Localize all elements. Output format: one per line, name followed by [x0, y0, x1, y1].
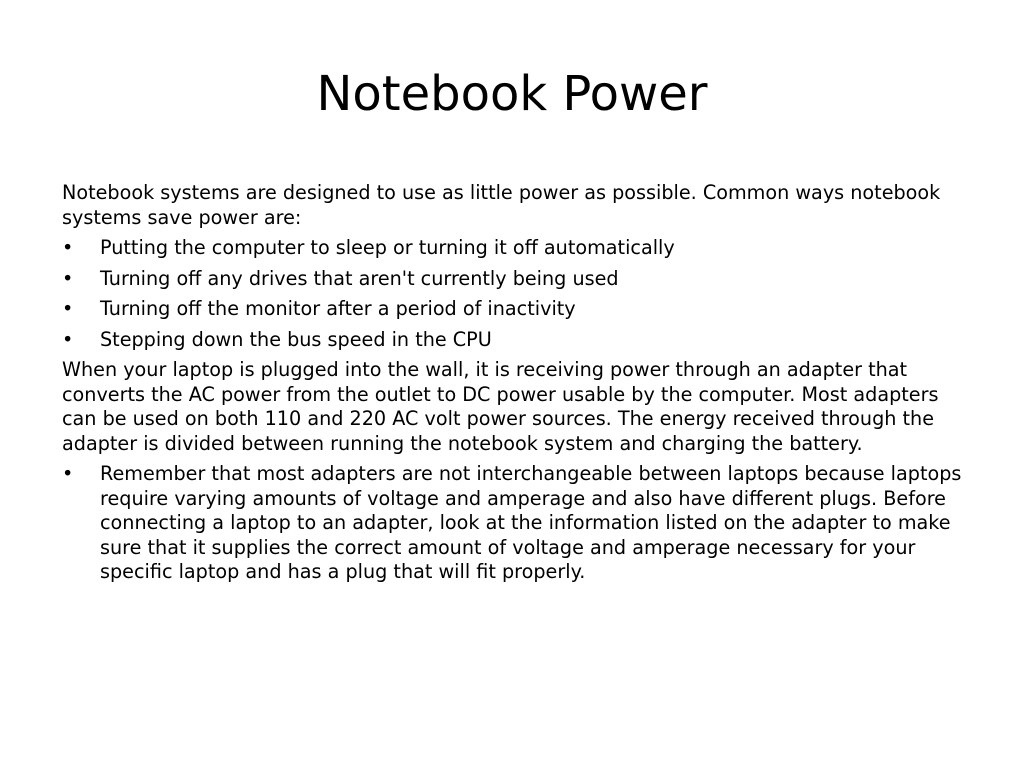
bullet-dot-icon: •: [62, 462, 74, 485]
bullet-text: Turning off the monitor after a period of inactivity: [100, 297, 576, 320]
bullet-text: Turning off any drives that aren't currently being used: [100, 266, 619, 290]
bullet-item: [62, 297, 962, 322]
slide-content: [62, 181, 962, 591]
bullet-dot-icon: •: [62, 266, 74, 290]
bullet-text: Stepping down the bus speed in the CPU: [100, 327, 492, 351]
bullet-dot-icon: •: [62, 327, 74, 351]
bullet-item: [62, 236, 962, 261]
intro-paragraph: Notebook systems are designed to use as little power as possible. Common ways notebook systems save power are:: [62, 181, 941, 229]
final-bullet-text: Remember that most adapters are not interchangeable between laptops because laptops require varying amounts of voltage and amperage and also have different plugs. Before connecting a laptop to an adapter, look at the information listed on the adapter to make sure that it supplies the correct amount of voltage and amperage necessary for your specific laptop and has a plug that will fit properly.: [100, 462, 962, 583]
slide-title: Notebook Power: [316, 66, 708, 122]
bullet-item: [62, 328, 962, 353]
bullet-text: Putting the computer to sleep or turning it off automatically: [100, 236, 675, 259]
bullet-dot-icon: •: [62, 236, 74, 259]
adapter-paragraph: When your laptop is plugged into the wall, it is receiving power through an adapter that converts the AC power from the outlet to DC power usable by the computer. Most adapters can be used on both 110 and 220 AC volt power sources. The energy received through the adapter is divided between running the notebook system and charging the battery.: [62, 358, 939, 455]
bullet-item: [62, 267, 962, 292]
bullet-dot-icon: •: [62, 297, 74, 320]
final-bullet-item: [62, 462, 962, 585]
